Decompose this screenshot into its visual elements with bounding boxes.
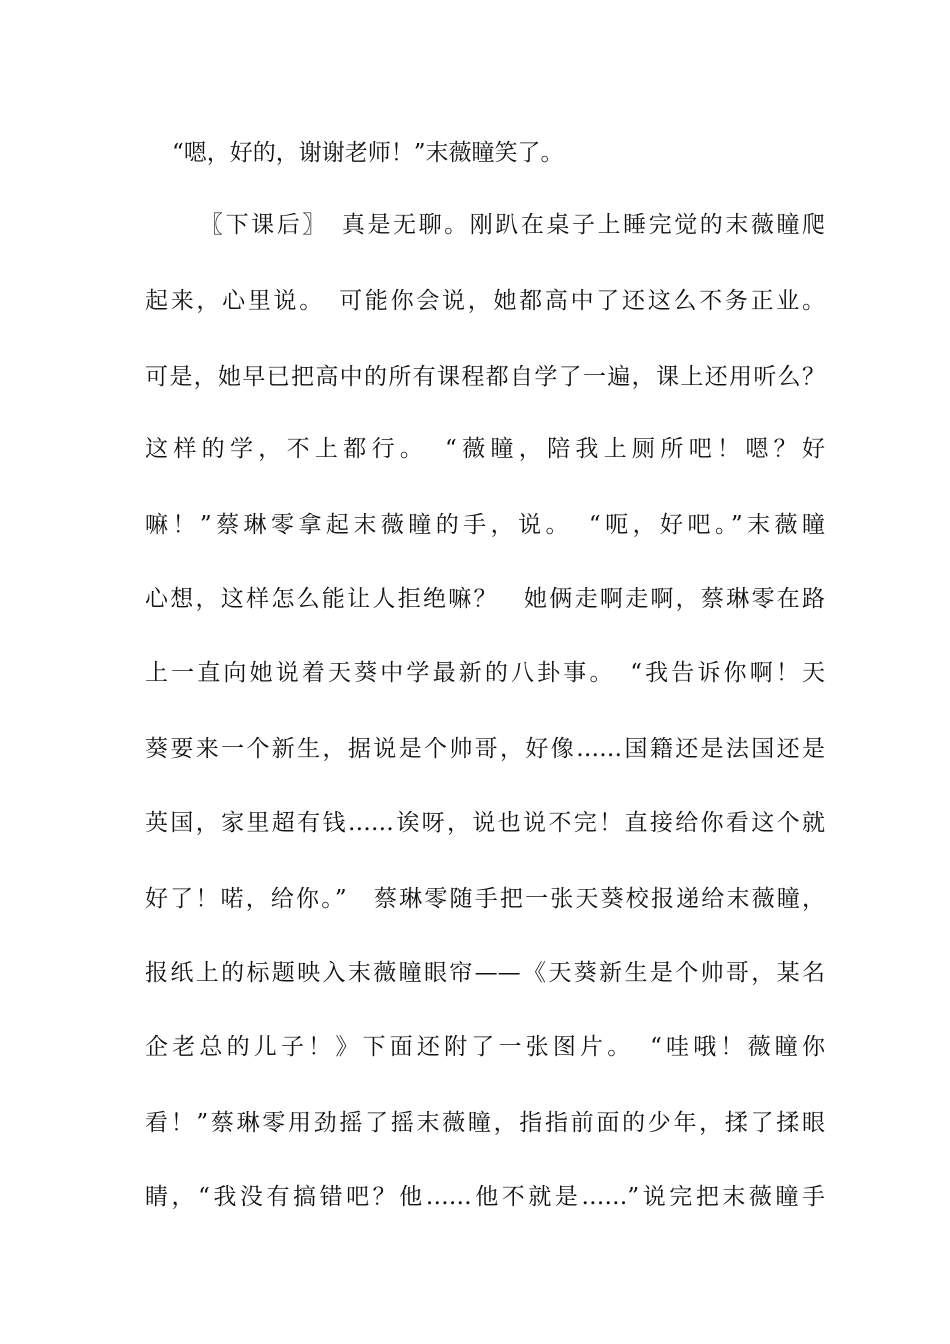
text-line-10: 英国，家里超有钱……诶呀，说也说不完！直接给你看这个就	[145, 810, 825, 836]
text-line-12: 报纸上的标题映入末薇瞳眼帘——《天葵新生是个帅哥，某名	[145, 960, 825, 986]
text-line-14: 看！”蔡琳零用劲摇了摇末薇瞳，指指前面的少年，揉了揉眼	[145, 1110, 825, 1136]
text-line-7: 心想，这样怎么能让人拒绝嘛？ 她俩走啊走啊，蔡琳零在路	[145, 586, 825, 612]
text-line-11: 好了！喏，给你。” 蔡琳零随手把一张天葵校报递给末薇瞳，	[145, 886, 825, 912]
text-line-5: 这样的学，不上都行。 “薇瞳，陪我上厕所吧！嗯？好	[145, 436, 825, 462]
text-line-4: 可是，她早已把高中的所有课程都自学了一遍，课上还用听么？	[145, 364, 825, 390]
text-line-13: 企老总的儿子！》下面还附了一张图片。 “哇哦！薇瞳你	[145, 1034, 825, 1060]
text-line-9: 葵要来一个新生，据说是个帅哥，好像……国籍还是法国还是	[145, 736, 825, 762]
text-line-6: 嘛！”蔡琳零拿起末薇瞳的手，说。 “呃，好吧。”末薇瞳	[145, 512, 825, 538]
text-line-15: 睛，“我没有搞错吧？他……他不就是……”说完把末薇瞳手	[145, 1184, 825, 1210]
text-line-2: 〖下课后〗 真是无聊。刚趴在桌子上睡完觉的末薇瞳爬	[200, 212, 825, 238]
text-line-3: 起来，心里说。 可能你会说，她都高中了还这么不务正业。	[145, 288, 825, 314]
text-line-8: 上一直向她说着天葵中学最新的八卦事。 “我告诉你啊！天	[145, 660, 825, 686]
text-line-1: “嗯，好的，谢谢老师！”末薇瞳笑了。	[172, 140, 564, 166]
